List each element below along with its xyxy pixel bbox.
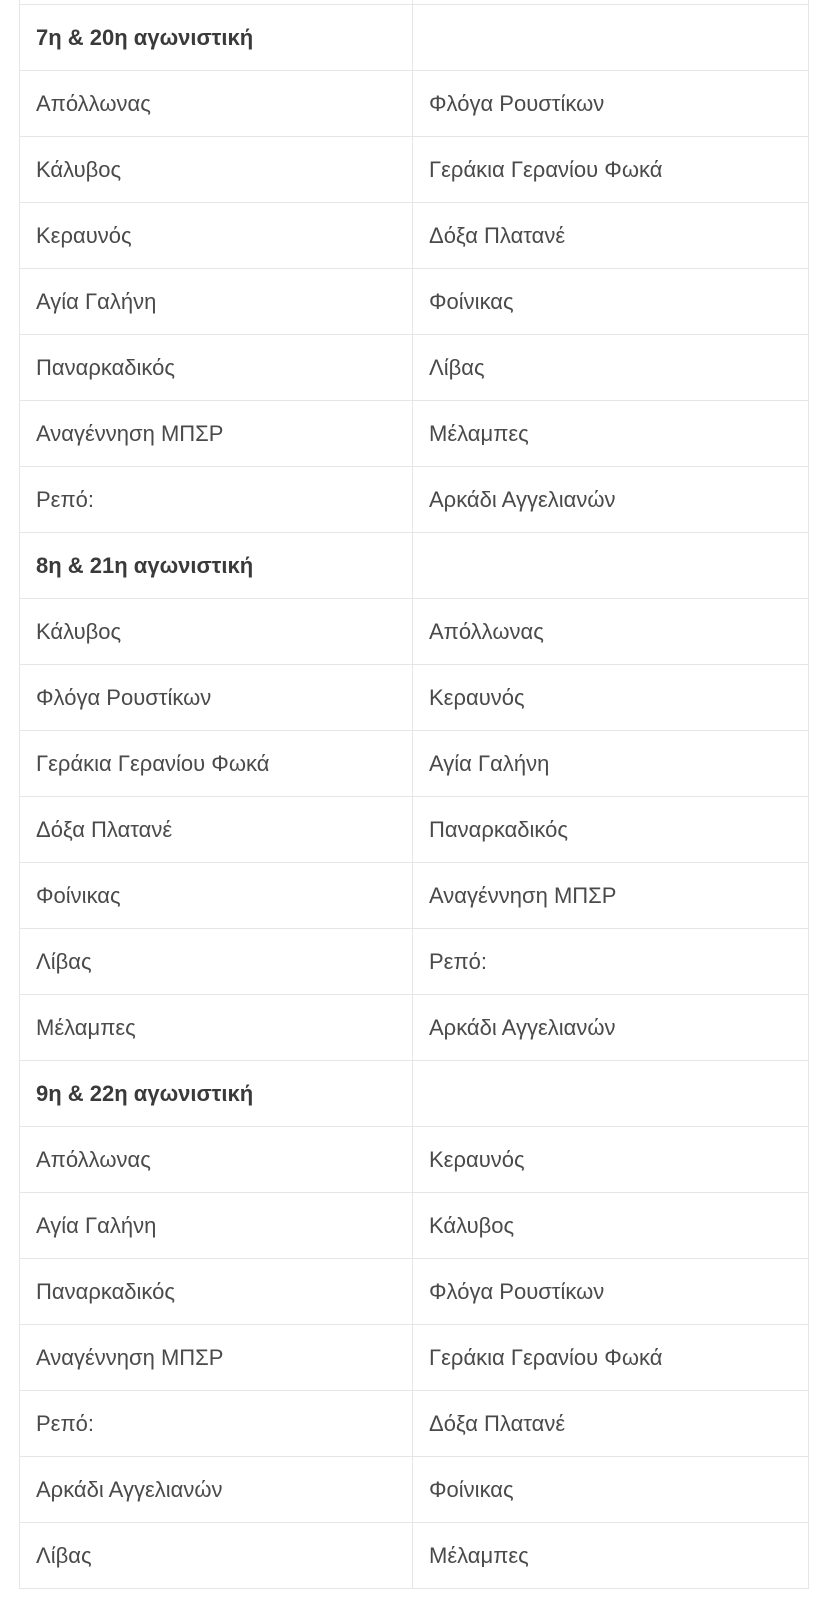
match-row	[20, 269, 809, 335]
away-team-cell: Παναρκαδικός	[413, 797, 809, 863]
round-title: 8η & 21η αγωνιστική	[20, 533, 413, 599]
match-row	[20, 599, 809, 665]
round-header-row	[20, 1061, 809, 1127]
fixtures-table	[19, 0, 809, 1589]
away-team-cell: Αναγέννηση ΜΠΣΡ	[413, 863, 809, 929]
match-row	[20, 1325, 809, 1391]
home-team-cell: Αρκάδι Αγγελιανών	[20, 1457, 413, 1523]
round-title: 9η & 22η αγωνιστική	[20, 1061, 413, 1127]
home-team-cell: Φλόγα Ρουστίκων	[20, 665, 413, 731]
match-row	[20, 467, 809, 533]
away-team-cell: Αγία Γαλήνη	[413, 731, 809, 797]
home-team-cell: Φοίνικας	[20, 863, 413, 929]
table-cell-empty	[413, 1061, 809, 1127]
away-team-cell: Φοίνικας	[413, 1457, 809, 1523]
home-team-cell: Λίβας	[20, 929, 413, 995]
away-team-cell: Δόξα Πλατανέ	[413, 203, 809, 269]
away-team-cell: Φλόγα Ρουστίκων	[413, 1259, 809, 1325]
away-team-cell: Κεραυνός	[413, 1127, 809, 1193]
match-row	[20, 137, 809, 203]
match-row	[20, 1391, 809, 1457]
table-cell-empty	[413, 533, 809, 599]
away-team-cell: Αρκάδι Αγγελιανών	[413, 995, 809, 1061]
home-team-cell: Παναρκαδικός	[20, 1259, 413, 1325]
away-team-cell: Φλόγα Ρουστίκων	[413, 71, 809, 137]
home-team-cell: Κεραυνός	[20, 203, 413, 269]
away-team-cell: Μέλαμπες	[413, 1523, 809, 1589]
away-team-cell: Ρεπό:	[413, 929, 809, 995]
match-row	[20, 1259, 809, 1325]
away-team-cell: Φοίνικας	[413, 269, 809, 335]
away-team-cell: Απόλλωνας	[413, 599, 809, 665]
away-team-cell: Δόξα Πλατανέ	[413, 1391, 809, 1457]
match-row	[20, 929, 809, 995]
away-team-cell: Αρκάδι Αγγελιανών	[413, 467, 809, 533]
away-team-cell: Κεραυνός	[413, 665, 809, 731]
match-row	[20, 335, 809, 401]
home-team-cell: Αναγέννηση ΜΠΣΡ	[20, 1325, 413, 1391]
match-row	[20, 1193, 809, 1259]
home-team-cell: Λίβας	[20, 1523, 413, 1589]
home-team-cell: Γεράκια Γερανίου Φωκά	[20, 731, 413, 797]
round-header-row	[20, 5, 809, 71]
home-team-cell: Δόξα Πλατανέ	[20, 797, 413, 863]
away-team-cell: Γεράκια Γερανίου Φωκά	[413, 1325, 809, 1391]
home-team-cell: Αγία Γαλήνη	[20, 269, 413, 335]
home-team-cell: Αναγέννηση ΜΠΣΡ	[20, 401, 413, 467]
home-team-cell: Κάλυβος	[20, 599, 413, 665]
home-team-cell: Απόλλωνας	[20, 1127, 413, 1193]
home-team-cell: Απόλλωνας	[20, 71, 413, 137]
round-header-row	[20, 533, 809, 599]
home-team-cell: Μέλαμπες	[20, 995, 413, 1061]
match-row	[20, 731, 809, 797]
away-team-cell: Λίβας	[413, 335, 809, 401]
match-row	[20, 71, 809, 137]
match-row	[20, 203, 809, 269]
home-team-cell: Ρεπό:	[20, 467, 413, 533]
match-row	[20, 401, 809, 467]
match-row	[20, 995, 809, 1061]
away-team-cell: Κάλυβος	[413, 1193, 809, 1259]
match-row	[20, 797, 809, 863]
home-team-cell: Ρεπό:	[20, 1391, 413, 1457]
home-team-cell: Κάλυβος	[20, 137, 413, 203]
table-cell-empty	[413, 5, 809, 71]
away-team-cell: Μέλαμπες	[413, 401, 809, 467]
match-row	[20, 665, 809, 731]
match-row	[20, 863, 809, 929]
home-team-cell: Αγία Γαλήνη	[20, 1193, 413, 1259]
fixtures-table-body	[20, 0, 809, 1589]
match-row	[20, 1457, 809, 1523]
away-team-cell: Γεράκια Γερανίου Φωκά	[413, 137, 809, 203]
home-team-cell: Παναρκαδικός	[20, 335, 413, 401]
round-title: 7η & 20η αγωνιστική	[20, 5, 413, 71]
match-row	[20, 1127, 809, 1193]
match-row	[20, 1523, 809, 1589]
